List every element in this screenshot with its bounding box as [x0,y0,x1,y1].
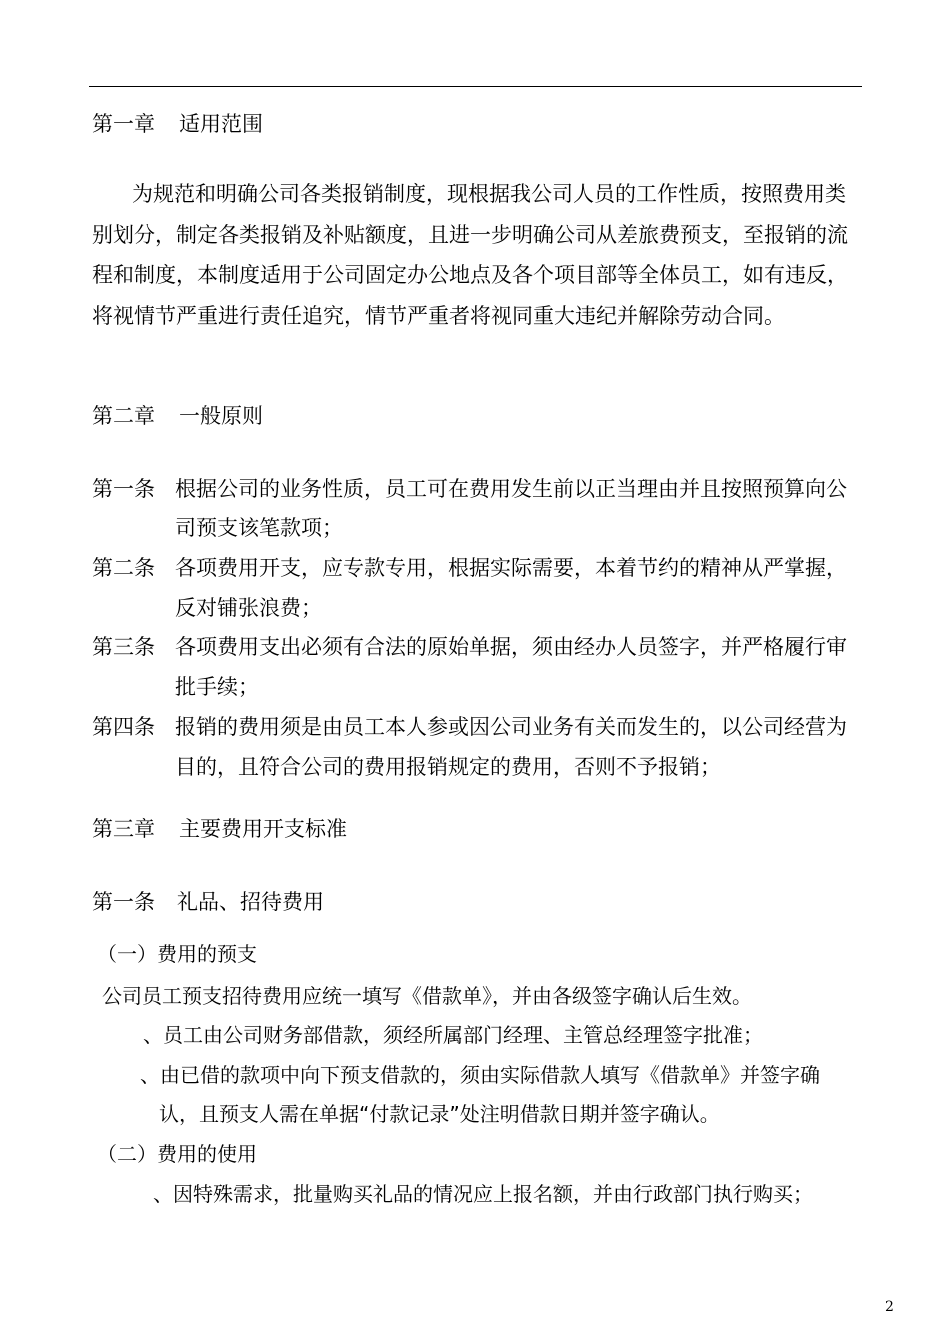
sub1-item-2-line-2: 认，且预支人需在单据“付款记录”处注明借款日期并签字确认。 [159,1102,720,1126]
intro-line-1: 为规范和明确公司各类报销制度，现根据我公司人员的工作性质，按照费用类 [132,182,846,206]
sub2-item-1: 、因特殊需求，批量购买礼品的情况应上报名额，并由行政部门执行购买； [153,1182,813,1206]
page-number: 2 [885,1299,894,1315]
section3-article-1-heading [92,888,324,916]
article-2-line-2: 反对铺张浪费； [175,596,322,620]
chapter-3-label: 第三章 [92,817,155,841]
article-3-line-2: 批手续； [175,675,259,699]
sub1-heading: （一）费用的预支 [97,942,257,966]
chapter-1-title: 适用范围 [179,112,263,136]
article-3-line-1: 各项费用支出必须有合法的原始单据，须由经办人员签字，并严格履行审 [175,635,847,659]
sub1-line-1: 公司员工预支招待费用应统一填写《借款单》，并由各级签字确认后生效。 [102,984,752,1008]
intro-line-3: 程和制度，本制度适用于公司固定办公地点及各个项目部等全体员工，如有违反， [92,263,848,287]
chapter-2-heading [92,402,263,430]
chapter-3-title: 主要费用开支标准 [179,817,347,841]
chapter-1-label: 第一章 [92,112,155,136]
sub2-heading: （二）费用的使用 [97,1142,257,1166]
section3-article-1-title: 礼品、招待费用 [177,890,324,914]
article-4-line-2: 目的，且符合公司的费用报销规定的费用，否则不予报销； [175,755,721,779]
header-rule [89,86,862,87]
section3-article-1-label: 第一条 [92,890,155,914]
intro-line-4: 将视情节严重进行责任追究，情节严重者将视同重大违纪并解除劳动合同。 [92,304,785,328]
article-3-label: 第三条 [92,635,155,659]
article-1-label: 第一条 [92,477,155,501]
article-4-label: 第四条 [92,715,155,739]
sub1-item-2-line-1: 、由已借的款项中向下预支借款的，须由实际借款人填写《借款单》并签字确 [140,1063,820,1087]
article-2-label: 第二条 [92,556,155,580]
article-4-line-1: 报销的费用须是由员工本人参或因公司业务有关而发生的，以公司经营为 [175,715,847,739]
chapter-2-title: 一般原则 [179,404,263,428]
article-1-line-2: 司预支该笔款项； [175,516,343,540]
chapter-2-label: 第二章 [92,404,155,428]
intro-line-2: 别划分，制定各类报销及补贴额度，且进一步明确公司从差旅费预支，至报销的流 [92,223,848,247]
chapter-1-heading [92,110,263,138]
article-1-line-1: 根据公司的业务性质，员工可在费用发生前以正当理由并且按照预算向公 [175,477,847,501]
chapter-3-heading [92,815,347,843]
sub1-item-1: 、员工由公司财务部借款，须经所属部门经理、主管总经理签字批准； [143,1023,763,1047]
article-2-line-1: 各项费用开支，应专款专用，根据实际需要，本着节约的精神从严掌握， [175,556,847,580]
